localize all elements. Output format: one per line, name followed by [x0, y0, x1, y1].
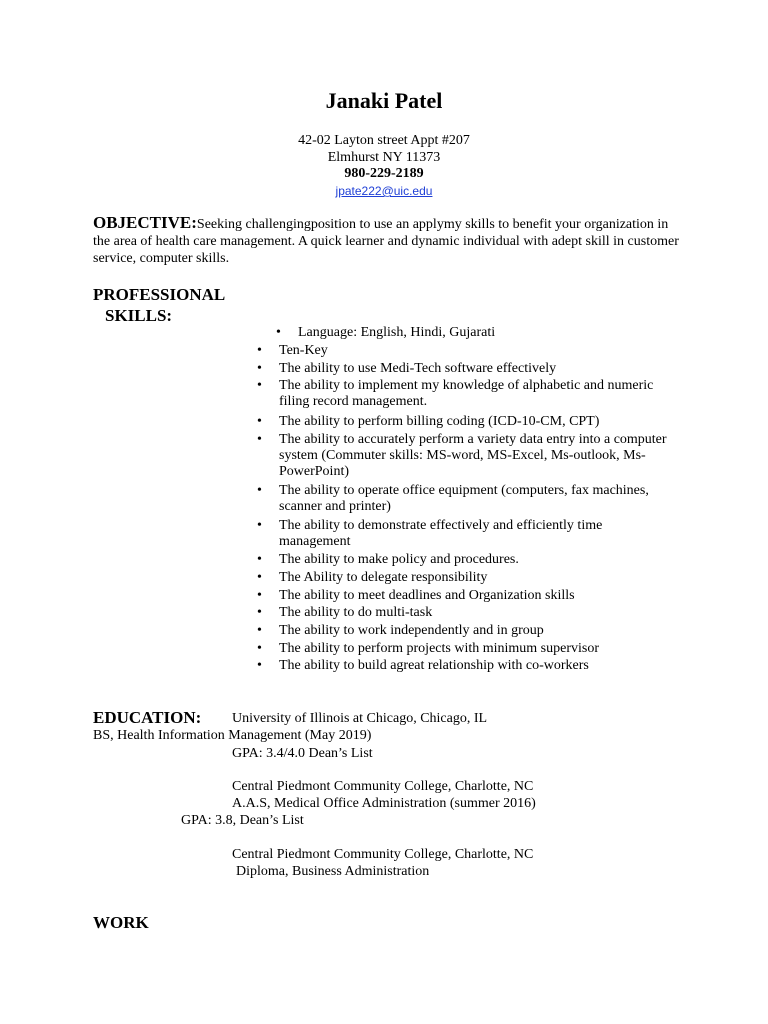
- skill-item: [257, 361, 669, 377]
- skill-item: [257, 432, 671, 480]
- skill-text: Language: English, Hindi, Gujarati: [298, 325, 496, 340]
- education-heading: EDUCATION:: [93, 708, 202, 727]
- skill-text: The ability to operate office equipment (computers, fax machines, scanner and printer): [279, 483, 649, 514]
- skill-text: The ability to build agreat relationship with co-workers: [279, 658, 589, 673]
- email-row: [0, 182, 768, 200]
- bullet-icon: •: [257, 552, 262, 567]
- bullet-icon: •: [276, 325, 281, 340]
- skill-item: [257, 552, 669, 568]
- skill-text: The ability to accurately perform a variety data entry into a computer system (Commuter skills: MS-word, MS-Excel, Ms-outlook, Ms-PowerPoint): [279, 432, 667, 479]
- skills-heading-line-2: SKILLS:: [105, 306, 173, 325]
- phone-number: 980-229-2189: [344, 166, 424, 181]
- bullet-icon: •: [257, 518, 262, 533]
- skills-heading: [93, 284, 225, 326]
- education-degree-2: A.A.S, Medical Office Administration (summer 2016): [232, 796, 536, 811]
- email-link[interactable]: jpate222@uic.edu: [335, 184, 433, 198]
- bullet-icon: •: [257, 605, 262, 620]
- bullet-icon: •: [257, 623, 262, 638]
- skill-item: [257, 588, 669, 604]
- skills-heading-line-1: PROFESSIONAL: [93, 285, 226, 304]
- bullet-icon: •: [257, 378, 262, 393]
- bullet-icon: •: [257, 361, 262, 376]
- skill-text: Ten-Key: [279, 343, 328, 358]
- bullet-icon: •: [257, 658, 262, 673]
- skill-item: [257, 570, 669, 586]
- skill-text: The ability to perform billing coding (ICD-10-CM, CPT): [279, 414, 600, 429]
- education-degree-1: BS, Health Information Management (May 2019): [93, 728, 372, 743]
- skill-text: The ability to do multi-task: [279, 605, 433, 620]
- skill-item: [257, 483, 659, 515]
- education-degree-3: Diploma, Business Administration: [236, 864, 430, 879]
- skill-text: The ability to demonstrate effectively and efficiently time management: [279, 518, 603, 549]
- skill-item: [276, 325, 678, 341]
- education-gpa-1: GPA: 3.4/4.0 Dean’s List: [232, 746, 373, 761]
- skill-item: [257, 378, 659, 410]
- skill-text: The Ability to delegate responsibility: [279, 570, 488, 585]
- applicant-name: Janaki Patel: [325, 88, 443, 113]
- work-heading: WORK: [93, 913, 149, 932]
- bullet-icon: •: [257, 570, 262, 585]
- skill-item: [257, 518, 659, 550]
- skill-item: [257, 414, 669, 430]
- skill-text: The ability to meet deadlines and Organization skills: [279, 588, 575, 603]
- education-school-2: Central Piedmont Community College, Charlotte, NC: [232, 779, 534, 794]
- objective-text: Seeking challengingposition to use an applymy skills to benefit your organization in the area of health care management. A quick learner and dynamic individual with adept skill in customer service, computer skills.: [93, 217, 679, 266]
- education-school-1: University of Illinois at Chicago, Chicago, IL: [232, 711, 488, 726]
- address-line-1: 42-02 Layton street Appt #207: [298, 133, 470, 148]
- bullet-icon: •: [257, 414, 262, 429]
- objective-section: [93, 214, 683, 267]
- education-school-3: Central Piedmont Community College, Charlotte, NC: [232, 847, 534, 862]
- bullet-icon: •: [257, 343, 262, 358]
- bullet-icon: •: [257, 641, 262, 656]
- bullet-icon: •: [257, 588, 262, 603]
- skill-item: [257, 658, 669, 674]
- bullet-icon: •: [257, 483, 262, 498]
- skill-text: The ability to work independently and in group: [279, 623, 544, 638]
- skill-text: The ability to use Medi-Tech software effectively: [279, 361, 557, 376]
- skill-text: The ability to make policy and procedures.: [279, 552, 519, 567]
- skill-text: The ability to implement my knowledge of alphabetic and numeric filing record management.: [279, 378, 654, 409]
- skill-item: [257, 343, 669, 359]
- education-gpa-2: GPA: 3.8, Dean’s List: [181, 813, 304, 828]
- skill-text: The ability to perform projects with minimum supervisor: [279, 641, 599, 656]
- bullet-icon: •: [257, 432, 262, 447]
- skill-item: [257, 623, 669, 639]
- address-line-2: Elmhurst NY 11373: [327, 150, 441, 165]
- skill-item: [257, 641, 669, 657]
- objective-heading: OBJECTIVE:: [93, 213, 197, 232]
- skill-item: [257, 605, 669, 621]
